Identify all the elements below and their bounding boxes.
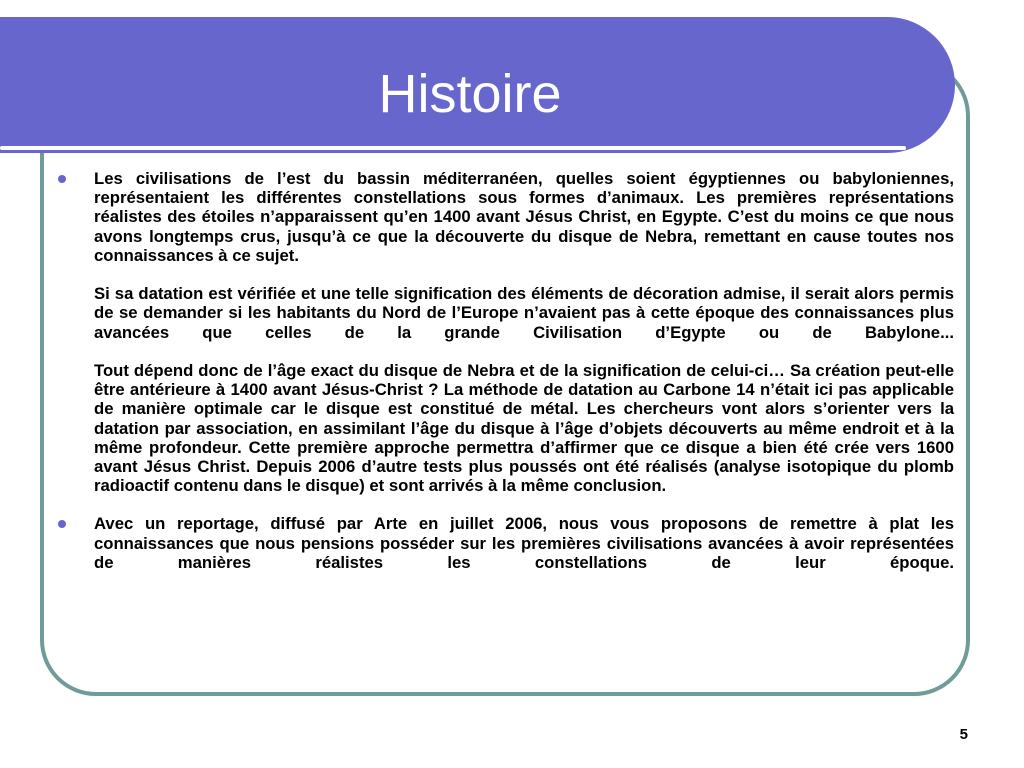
title-underline <box>0 146 906 150</box>
page-number: 5 <box>959 726 968 743</box>
bullet-2-paragraph-1: Avec un reportage, diffusé par Arte en juillet 2006, nous vous proposons de remettre à plat les connaissances que nous pensions posséder sur les premières civilisations avancées à avoir représentées de manières réalistes les constellations de leur époque. <box>94 514 954 572</box>
slide-content <box>58 169 954 572</box>
bullet-item-1 <box>58 169 954 495</box>
bullet-item-2 <box>58 514 954 572</box>
slide-title: Histoire <box>378 64 562 124</box>
bullet-dot-icon <box>58 175 66 183</box>
bullet-1-paragraph-3: Tout dépend donc de l’âge exact du disque de Nebra et de la signification de celui-ci… Sa création peut-elle être antérieure à 1400 avant Jésus-Christ ? La méthode de datation au Carbone 14 n’était ici pas applicable de manière optimale car le disque est constitué de métal. Les chercheurs vont alors s’orienter vers la datation par association, en assimilant l’âge du disque à l’âge d’objets découverts au même endroit et à la même profondeur. Cette première approche permettra d’affirmer que ce disque a bien été crée vers 1600 avant Jésus Christ. Depuis 2006 d’autre tests plus poussés ont été réalisés (analyse isotopique du plomb radioactif contenu dans le disque) et sont arrivés à la même conclusion. <box>94 361 954 496</box>
title-band <box>0 17 955 153</box>
bullet-dot-icon <box>58 520 66 528</box>
bullet-1-paragraph-2: Si sa datation est vérifiée et une telle signification des éléments de décoration admise, il serait alors permis de se demander si les habitants du Nord de l’Europe n’avaient pas à cette époque des connaissances plus avancées que celles de la grande Civilisation d’Egypte ou de Babylone... <box>94 284 954 342</box>
bullet-1-paragraph-1: Les civilisations de l’est du bassin méditerranéen, quelles soient égyptiennes ou babyloniennes, représentaient les différentes constellations sous formes d’animaux. Les premières représentations réalistes des étoiles n’apparaissent qu’en 1400 avant Jésus Christ, en Egypte. C’est du moins ce que nous avons longtemps crus, jusqu’à ce que la découverte du disque de Nebra, remettant en cause toutes nos connaissances à ce sujet. <box>94 169 954 265</box>
